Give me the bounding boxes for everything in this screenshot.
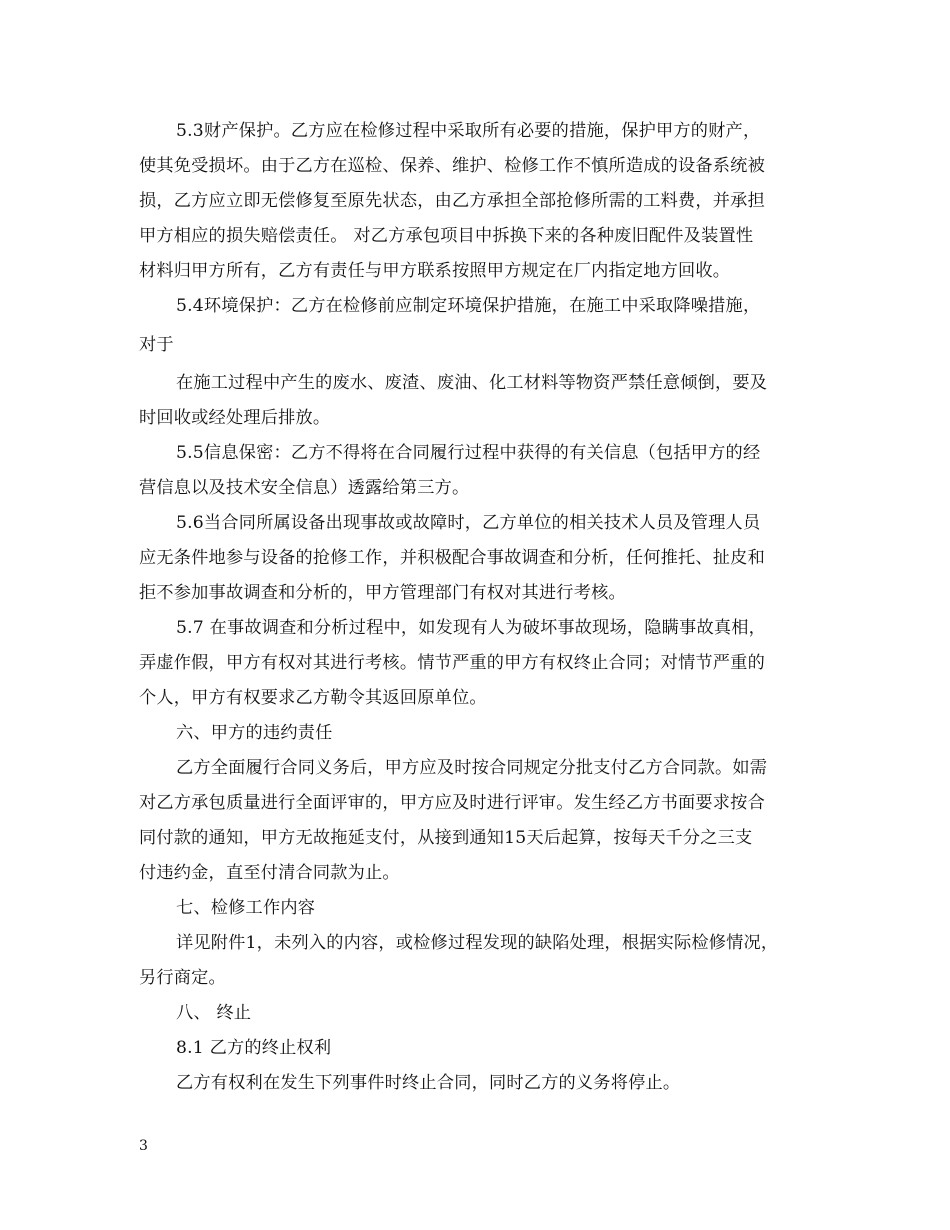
subsection-heading: 8.1 乙方的终止权利 [176, 1038, 332, 1058]
text-line: 营信息以及技术安全信息）透露给第三方。 [139, 478, 470, 498]
text-line: 5.3财产保护。乙方应在检修过程中采取所有必要的措施，保护甲方的财产， [176, 121, 761, 141]
text-line: 5.4环境保护：乙方在检修前应制定环境保护措施，在施工中采取降噪措施， [176, 296, 761, 316]
text-line: 损，乙方应立即无偿修复至原先状态，由乙方承担全部抢修所需的工料费，并承担 [139, 191, 765, 211]
text-line: 时回收或经处理后排放。 [139, 408, 331, 428]
text-line: 对于 [139, 335, 174, 355]
section-heading: 六、甲方的违约责任 [176, 723, 333, 743]
text-line: 5.7 在事故调查和分析过程中，如发现有人为破坏事故现场，隐瞒事故真相， [176, 618, 767, 638]
text-line: 个人，甲方有权要求乙方勒令其返回原单位。 [139, 688, 487, 708]
text-line: 对乙方承包质量进行全面评审的，甲方应及时进行评审。发生经乙方书面要求按合 [139, 793, 765, 813]
text-line: 拒不参加事故调查和分析的，甲方管理部门有权对其进行考核。 [139, 583, 626, 603]
text-line: 5.6当合同所属设备出现事故或故障时，乙方单位的相关技术人员及管理人员 [176, 513, 761, 533]
text-line: 使其免受损坏。由于乙方在巡检、保养、维护、检修工作不慎所造成的设备系统被 [139, 156, 765, 176]
text-line: 另行商定。 [139, 968, 226, 988]
text-line: 甲方相应的损失赔偿责任。 对乙方承包项目中拆换下来的各种废旧配件及装置性 [139, 226, 754, 246]
text-line: 应无条件地参与设备的抢修工作，并积极配合事故调查和分析，任何推托、扯皮和 [139, 548, 765, 568]
text-line: 付违约金，直至付清合同款为止。 [139, 863, 400, 883]
text-line: 5.5信息保密：乙方不得将在合同履行过程中获得的有关信息（包括甲方的经 [176, 443, 761, 463]
text-line: 乙方全面履行合同义务后，甲方应及时按合同规定分批支付乙方合同款。如需 [176, 758, 768, 778]
text-line: 在施工过程中产生的废水、废渣、废油、化工材料等物资严禁任意倾倒，要及 [176, 373, 768, 393]
section-heading: 八、 终止 [176, 1003, 252, 1023]
section-heading: 七、检修工作内容 [176, 898, 316, 918]
text-line: 乙方有权利在发生下列事件时终止合同，同时乙方的义务将停止。 [176, 1073, 681, 1093]
text-line: 材料归甲方所有，乙方有责任与甲方联系按照甲方规定在厂内指定地方回收。 [139, 261, 731, 281]
text-line: 详见附件1，未列入的内容，或检修过程发现的缺陷处理，根据实际检修情况， [176, 933, 779, 953]
text-line: 弄虚作假，甲方有权对其进行考核。情节严重的甲方有权终止合同；对情节严重的 [139, 653, 765, 673]
text-line: 同付款的通知，甲方无故拖延支付，从接到通知15天后起算，按每天千分之三支 [139, 828, 753, 848]
page-number: 3 [139, 1138, 148, 1154]
